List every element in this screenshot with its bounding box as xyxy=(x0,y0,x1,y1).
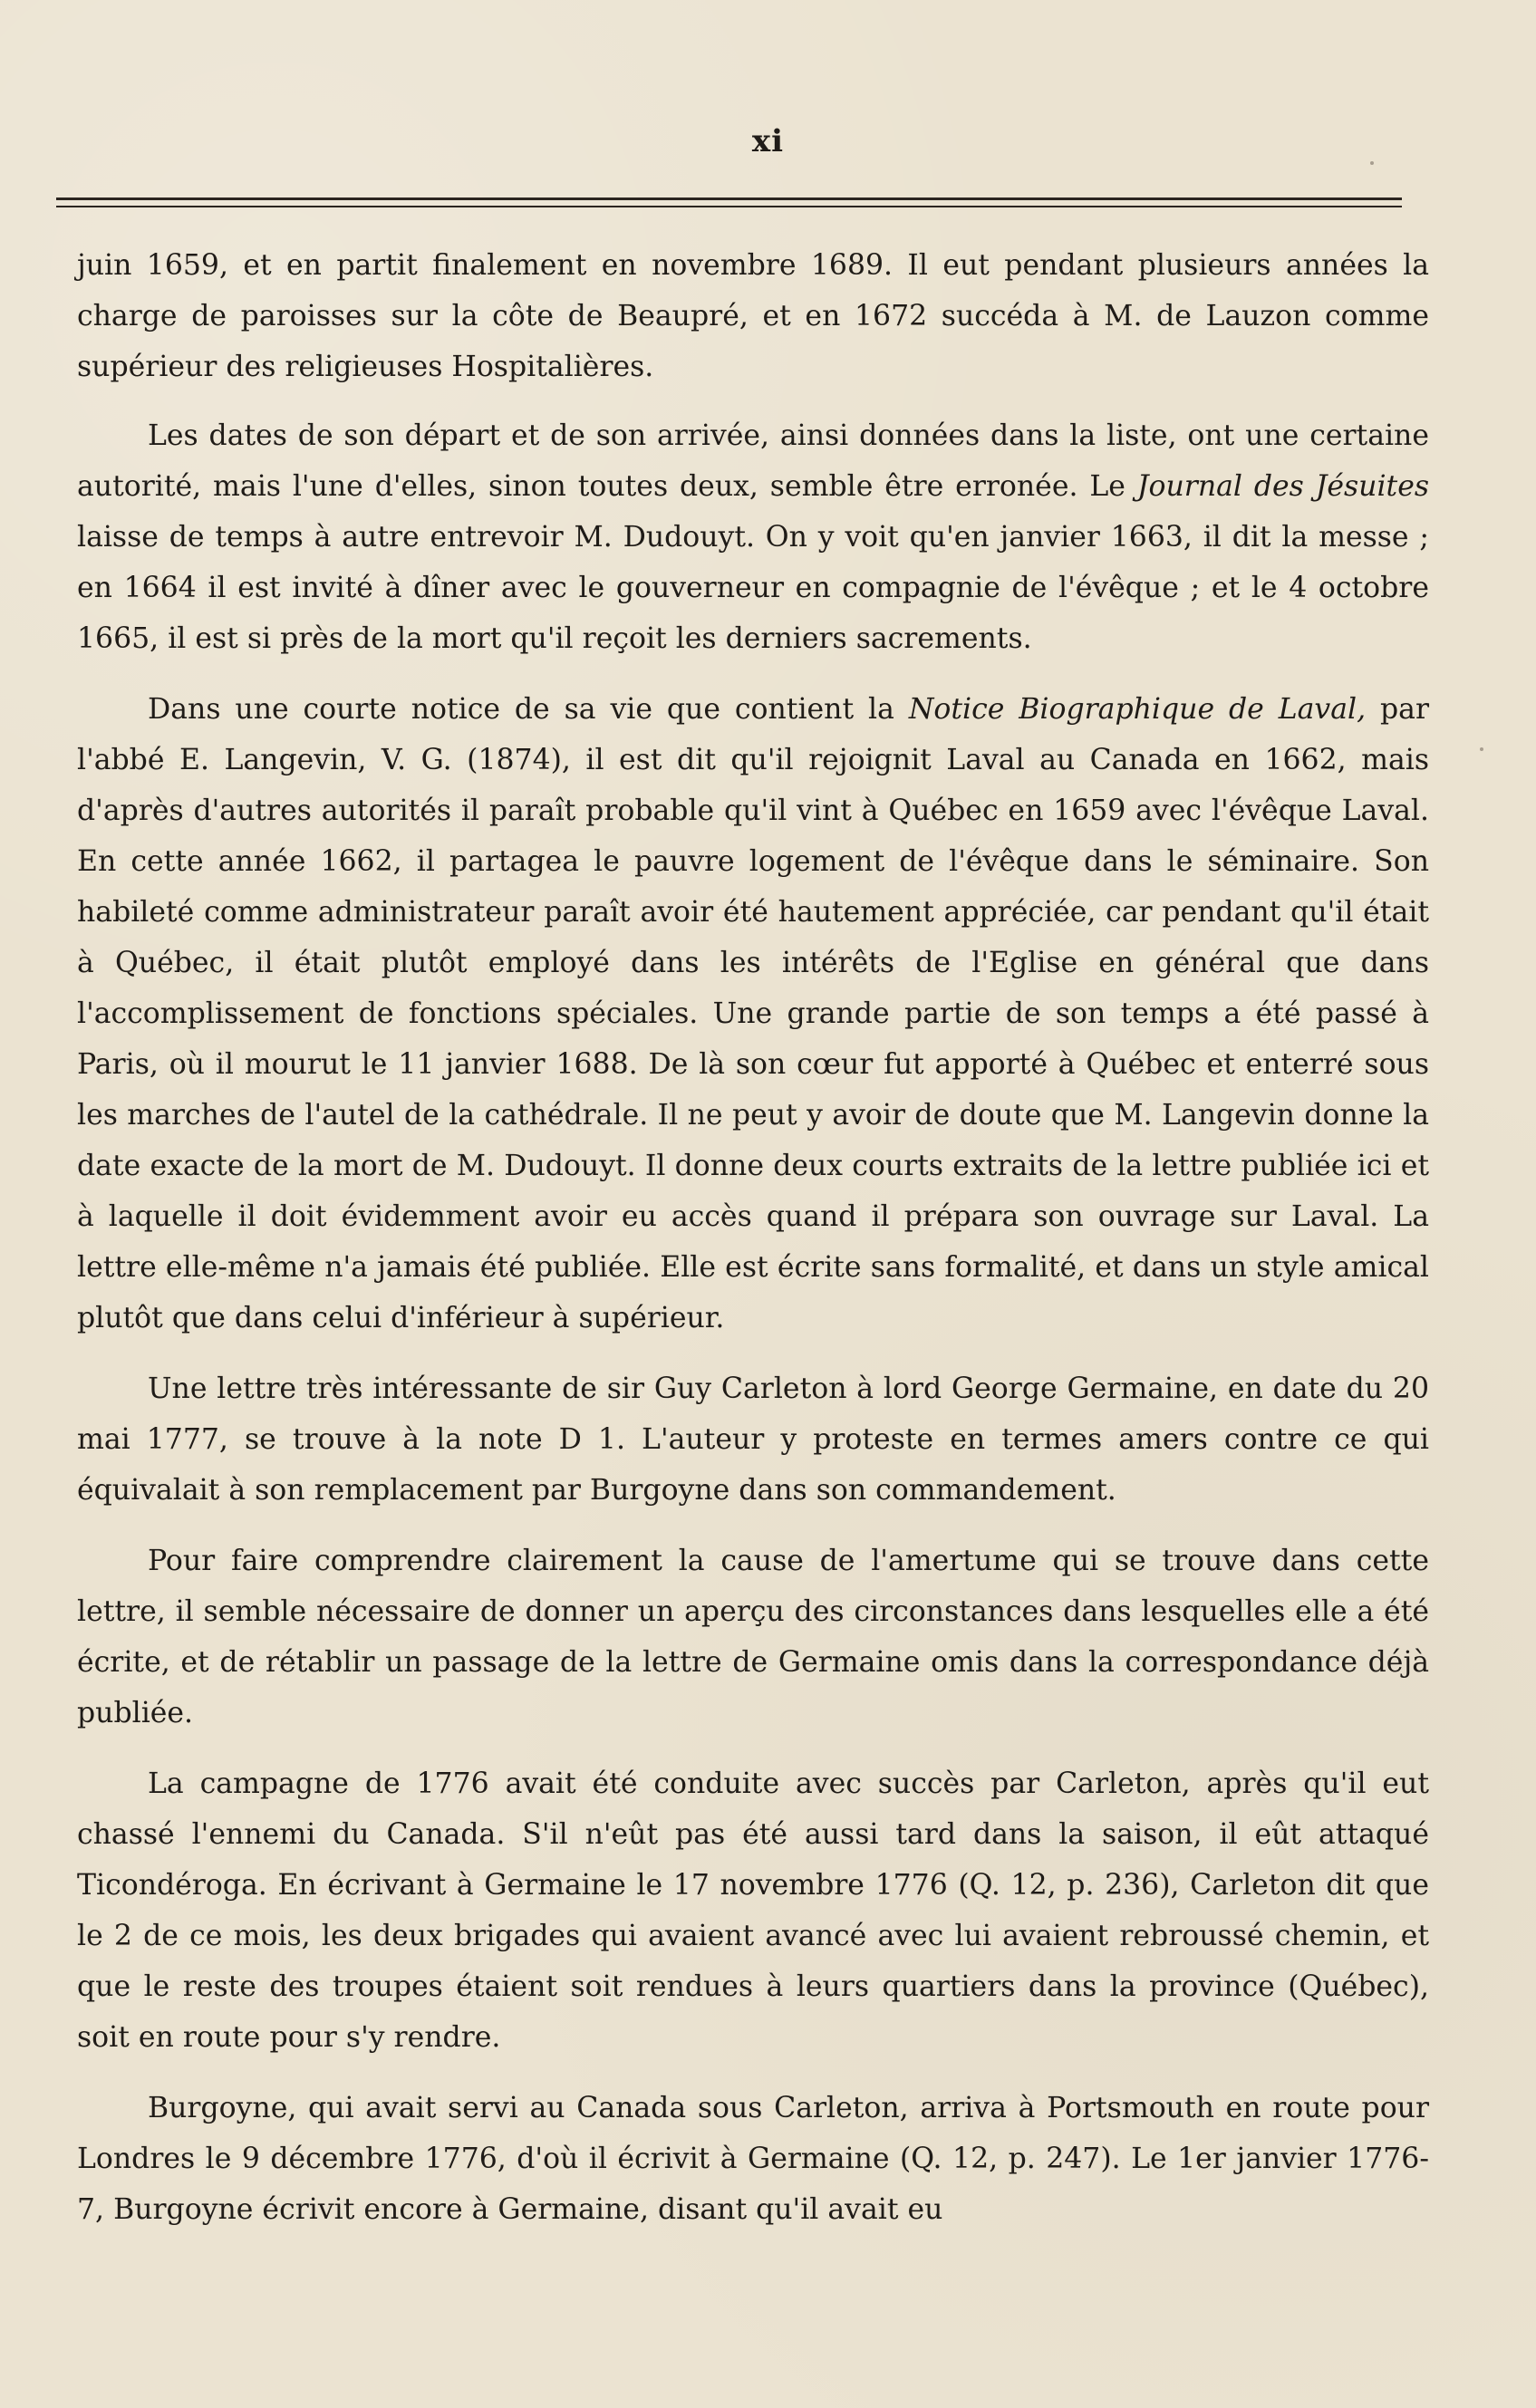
page-body xyxy=(77,240,1429,2255)
text-segment: La campagne de 1776 avait été conduite avec succès par Carleton, après qu'il eut chassé l'ennemi du Canada. S'il n'eût pas été aussi tard dans la saison, il eût attaqué Ticondéroga. En écrivant à Germaine le 17 novembre 1776 (Q. 12, p. 236), Carleton dit que le 2 de ce mois, les deux brigades qui avaient avancé avec lui avaient rebroussé chemin, et que le reste des troupes étaient soit rendues à leurs quartiers dans la province (Québec), soit en route pour s'y rendre. xyxy=(77,1767,1429,2054)
text-segment: juin 1659, et en partit finalement en novembre 1689. Il eut pendant plusieurs années la charge de paroisses sur la côte de Beaupré, et en 1672 succéda à M. de Lauzon comme supérieur des religieuses Hospitalières. xyxy=(77,249,1429,383)
text-segment: Une lettre très intéressante de sir Guy Carleton à lord George Germaine, en date du 20 mai 1777, se trouve à la note D 1. L'auteur y proteste en termes amers contre ce qui équivalait à son remplacement par Burgoyne dans son commandement. xyxy=(77,1373,1429,1507)
text-segment: Dans une courte notice de sa vie que contient la xyxy=(148,693,909,726)
paragraph xyxy=(77,1363,1429,1516)
paper-speck xyxy=(1480,747,1483,751)
header-double-rule xyxy=(56,197,1402,210)
paragraph xyxy=(77,1536,1429,1739)
page-number: xi xyxy=(751,123,785,159)
paragraph xyxy=(77,240,1429,392)
text-segment: par l'abbé E. Langevin, V. G. (1874), il est dit qu'il rejoignit Laval au Canada en 1662, mais d'après d'autres autorités il paraît probable qu'il vint à Québec en 1659 avec l'évêque Laval. En cette année 1662, il partagea le pauvre logement de l'évêque dans le séminaire. Son habileté comme administrateur paraît avoir été hautement appréciée, car pendant qu'il était à Québec, il était plutôt employé dans les intérêts de l'Eglise en général que dans l'accomplissement de fonctions spéciales. Une grande partie de son temps a été passé à Paris, où il mourut le 11 janvier 1688. De là son cœur fut apporté à Québec et enterré sous les marches de l'autel de la cathédrale. Il ne peut y avoir de doute que M. Langevin donne la date exacte de la mort de M. Dudouyt. Il donne deux courts extraits de la lettre publiée ici et à laquelle il doit évidemment avoir eu accès quand il prépara son ouvrage sur Laval. La lettre elle-même n'a jamais été publiée. Elle est écrite sans formalité, et dans un style amical plutôt que dans celui d'inférieur à supérieur. xyxy=(77,693,1430,1334)
italic-title: Journal des Jésuites xyxy=(1136,470,1430,503)
text-segment: Les dates de son départ et de son arrivée, ainsi données dans la liste, ont une certaine autorité, mais l'une d'elles, sinon toutes deux, semble être erronée. Le xyxy=(77,419,1429,503)
paragraph xyxy=(77,2083,1429,2235)
text-segment: laisse de temps à autre entrevoir M. Dudouyt. On y voit qu'en janvier 1663, il dit la messe ; en 1664 il est invité à dîner avec le gouverneur en compagnie de l'évêque ; et le 4 octobre 1665, il est si près de la mort qu'il reçoit les derniers sacrements. xyxy=(77,521,1429,655)
paper-speck xyxy=(1370,161,1374,165)
paper-speck xyxy=(544,1615,547,1619)
paragraph xyxy=(77,684,1429,1344)
text-segment: Burgoyne, qui avait servi au Canada sous Carleton, arriva à Portsmouth en route pour Londres le 9 décembre 1776, d'où il écrivit à Germaine (Q. 12, p. 247). Le 1er janvier 1776-7, Burgoyne écrivit encore à Germaine, disant qu'il avait eu xyxy=(77,2092,1429,2226)
italic-title: Notice Biographique de Laval, xyxy=(908,693,1367,726)
paragraph xyxy=(77,1758,1429,2063)
text-segment: Pour faire comprendre clairement la cause de l'amertume qui se trouve dans cette lettre, il semble nécessaire de donner un aperçu des circonstances dans lesquelles elle a été écrite, et de rétablir un passage de la lettre de Germaine omis dans la correspondance déjà publiée. xyxy=(77,1545,1429,1729)
paragraph xyxy=(77,410,1429,664)
